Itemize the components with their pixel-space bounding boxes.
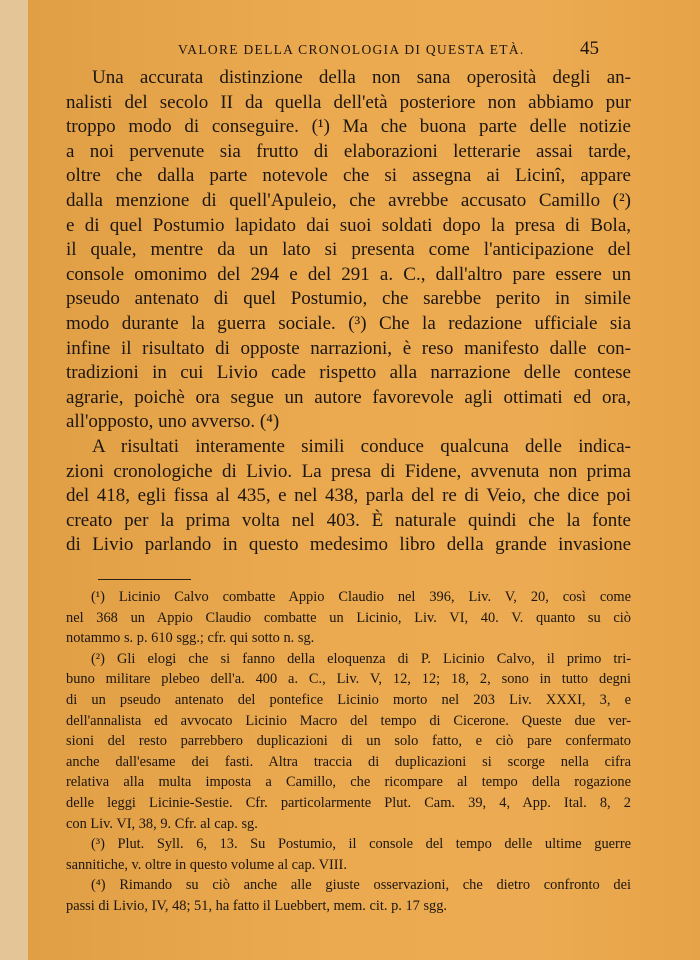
footnote-line: relativa alla multa imposta a Camillo, che ricompare al tempo della rogazione [66,774,631,791]
running-title: VALORE DELLA CRONOLOGIA DI QUESTA ETÀ. [178,42,525,57]
text-line: Una accurata distinzione della non sana operosità degli an- [92,67,631,88]
footnote-line: notammo s. p. 610 sgg.; cfr. qui sotto n. sg. [66,630,315,647]
page-number: 45 [580,38,599,59]
text-line: zioni cronologiche di Livio. La presa di Fidene, avvenuta non prima [66,460,631,482]
footnote-line: di un pseudo antenato del pontefice Licinio morto nel 203 Liv. XXXI, 3, e [66,691,631,708]
footnote-line: (⁴) Rimando su ciò anche alle giuste osservazioni, che dietro confronto dei [91,877,631,894]
text-line: e di quel Postumio lapidato dai suoi soldati dopo la presa di Bola, [66,214,631,236]
text-line: del 418, egli fissa al 435, e nel 438, parla del re di Veio, che dice poi [66,485,631,507]
text-line: infine il risultato di opposte narrazioni, è reso manifesto dalle con- [66,337,631,359]
text-line: creato per la prima volta nel 403. È naturale quindi che la fonte [66,509,631,531]
text-line: a noi pervenute sia frutto di elaborazioni letterarie assai tarde, [66,140,631,162]
text-line: pseudo antenato di quel Postumio, che sarebbe perito in simile [66,288,631,310]
footnotes [66,587,631,917]
footnote-line: (¹) Licinio Calvo combatte Appio Claudio nel 396, Liv. V, 20, così come [91,589,631,605]
footnote-line: sioni del resto parrebbero duplicazioni di un solo fatto, e ciò pare confermato [66,733,631,750]
footnote-line: con Liv. VI, 38, 9. Cfr. al cap. sg. [66,815,258,832]
text-line: di Livio parlando in questo medesimo libro della grande invasione [66,534,631,556]
book-page [28,0,700,960]
text-line: agrarie, poichè ora segue un autore favorevole agli ottimati ed ora, [66,386,631,408]
footnote-line: buno militare plebeo dell'a. 400 a. C., Liv. V, 12, 12; 18, 2, sono in tutto degni [66,671,631,688]
text-line: modo durante la guerra sociale. (³) Che la redazione ufficiale sia [66,312,631,334]
main-text [66,66,631,558]
text-line: tradizioni in cui Livio cade rispetto alla narrazione delle contese [66,362,631,384]
footnote-line: (³) Plut. Syll. 6, 13. Su Postumio, il console del tempo delle ultime guerre [91,836,631,853]
footnote-separator [98,579,191,580]
text-line: dalla menzione di quell'Apuleio, che avrebbe accusato Camillo (²) [66,189,631,211]
text-line: all'opposto, uno avverso. (⁴) [66,411,280,433]
text-line: nalisti del secolo II da quella dell'età posteriore non abbiamo pur [66,91,631,113]
text-line: console omonimo del 294 e del 291 a. C., dall'altro pare essere un [66,263,631,285]
footnote-line: passi di Livio, IV, 48; 51, ha fatto il Luebbert, mem. cit. p. 17 sgg. [66,897,448,914]
footnote-line: sannitiche, v. oltre in questo volume al cap. VIII. [66,856,347,873]
footnote-line: nel 368 un Appio Claudio combatte un Licinio, Liv. VI, 40. V. quanto su ciò [66,609,631,626]
footnote-line: dell'annalista ed avvocato Licinio Macro del tempo di Cicerone. Queste due ver- [66,712,631,729]
footnote-line: anche dall'esame dei fasti. Altra traccia di duplicazioni si scorge nella cifra [66,753,631,770]
text-line: oltre che dalla parte notevole che si assegna ai Licinî, appare [66,165,631,187]
footnote-line: delle leggi Licinie-Sestie. Cfr. particolarmente Plut. Cam. 39, 4, App. Ital. 8, 2 [66,794,631,811]
paragraph-2 [66,435,631,558]
text-line: il quale, mentre da un lato si presenta come l'anticipazione del [66,239,631,261]
text-line: troppo modo di conseguire. (¹) Ma che buona parte delle notizie [66,116,631,138]
footnote-line: (²) Gli elogi che si fanno della eloquenza di P. Licinio Calvo, il primo tri- [91,650,631,667]
page-header [28,38,700,62]
text-line: A risultati interamente simili conduce qualcuna delle indica- [92,435,631,457]
paragraph-1 [66,66,631,435]
